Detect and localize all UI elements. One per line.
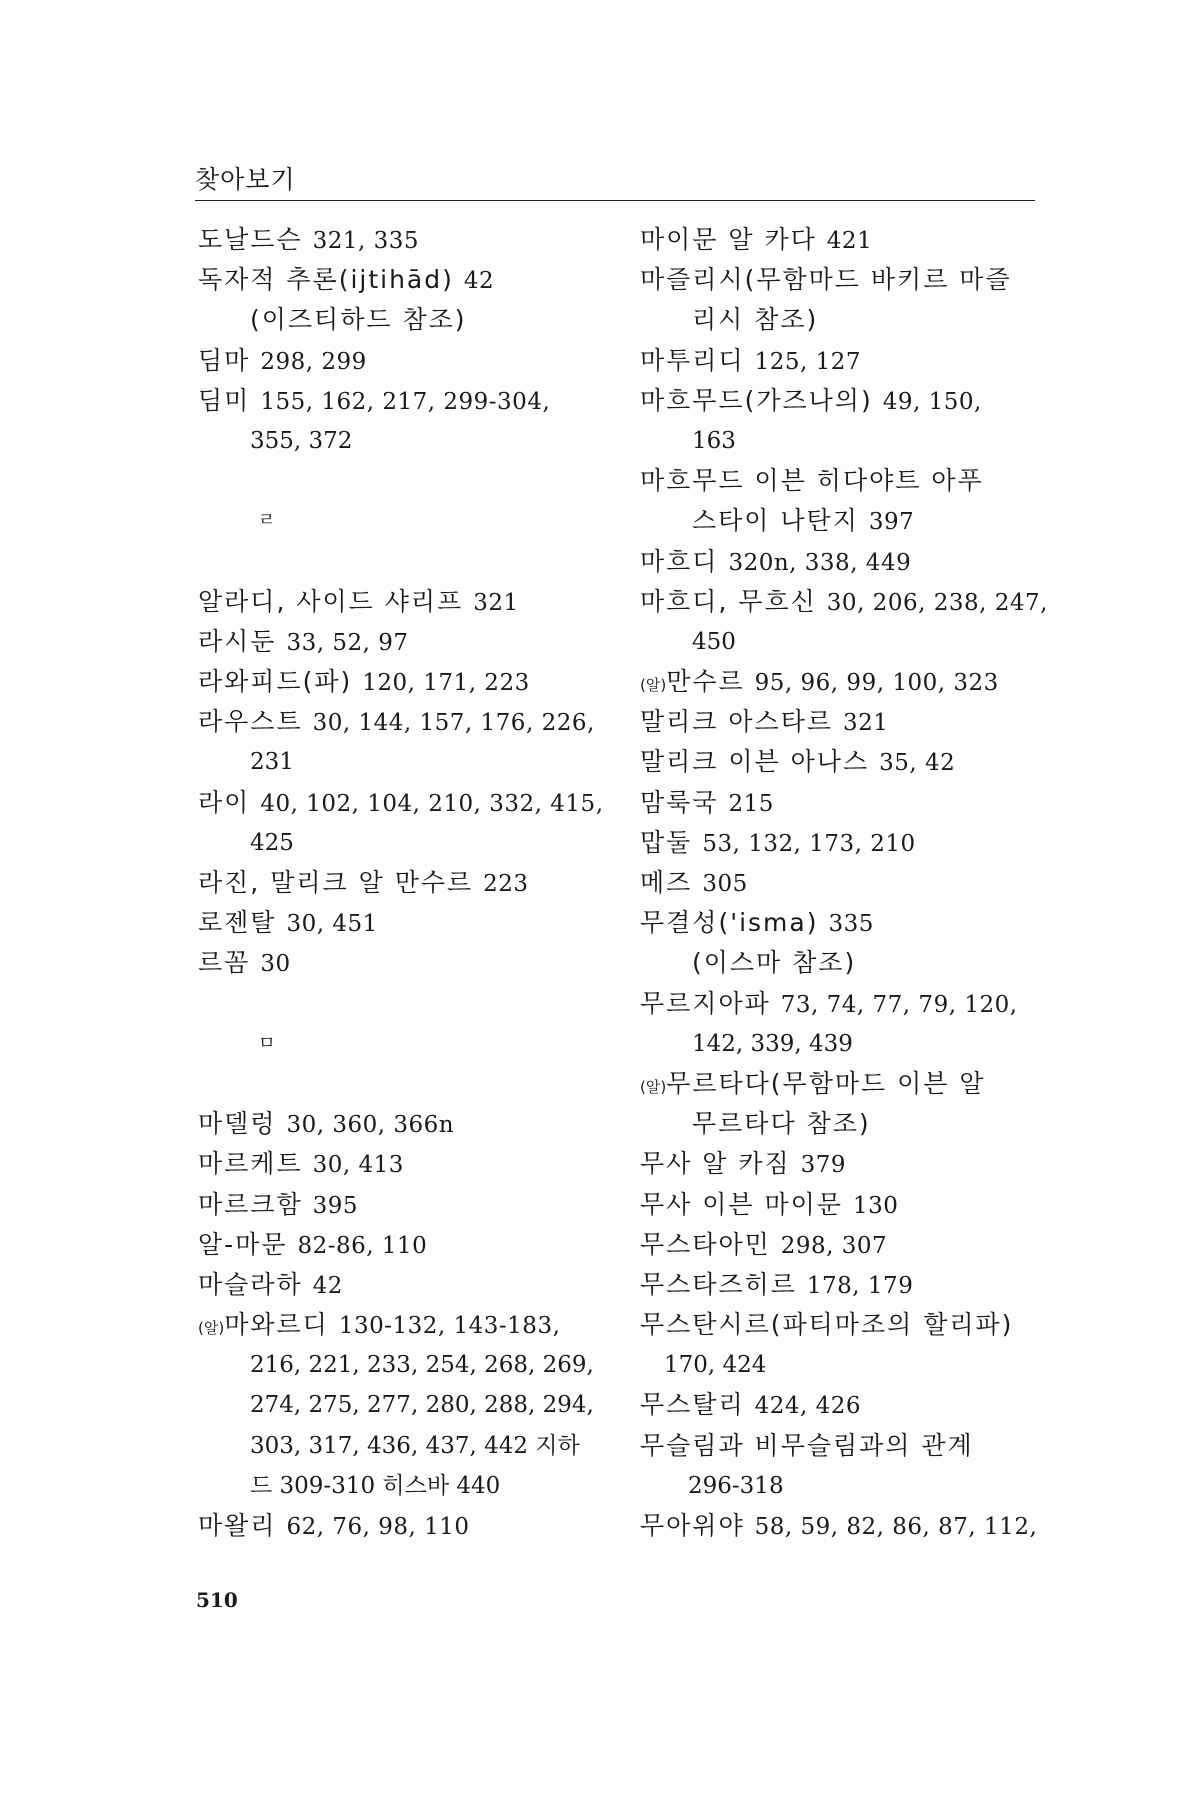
index-entry — [198, 220, 618, 260]
index-entry — [198, 662, 618, 702]
index-entry — [640, 542, 1040, 582]
index-continuation: 163 — [692, 427, 736, 454]
index-entry — [640, 1385, 1040, 1425]
page-refs: 49, 150, — [882, 388, 982, 415]
index-entry — [640, 863, 1040, 903]
index-term: 독자적 추론(ijtihād) — [198, 265, 454, 295]
index-continuation: 355, 372 — [250, 427, 353, 454]
page-refs: 305 — [702, 871, 748, 897]
index-entry — [640, 1265, 1040, 1305]
index-entry — [198, 783, 618, 823]
page-refs: 321, 335 — [312, 228, 420, 254]
page-refs: 215 — [728, 790, 774, 817]
index-continuation: 170, 424 — [664, 1352, 767, 1379]
page-refs: 58, 59, 82, 86, 87, 112, — [754, 1514, 1038, 1540]
index-term: 무사 알 카짐 — [640, 1149, 791, 1179]
page-refs: 73, 74, 77, 79, 120, — [780, 991, 1018, 1018]
index-continuation: 296-318 — [688, 1472, 784, 1499]
index-term: 무스타즈히르 — [640, 1269, 797, 1299]
index-prefix: (알) — [640, 1077, 667, 1096]
index-term: 무스탈리 — [640, 1390, 745, 1420]
index-term: 도날드슨 — [198, 225, 303, 254]
index-prefix: (알) — [198, 1319, 225, 1338]
index-term: 마흐무드 이븐 히다야트 아푸 — [640, 466, 984, 496]
page-number: 510 — [196, 1588, 238, 1612]
index-entry — [640, 1426, 1040, 1466]
page-refs: 298, 299 — [260, 348, 367, 375]
index-continuation: 450 — [692, 628, 736, 655]
page-refs: 424, 426 — [754, 1393, 862, 1420]
index-entry — [640, 702, 1040, 742]
index-entry — [640, 903, 1040, 943]
index-entry — [640, 662, 1040, 702]
page-refs: 42 — [312, 1272, 343, 1299]
index-term: 알라디, 사이드 샤리프 — [198, 586, 464, 616]
index-term: 마흐디 — [640, 546, 719, 576]
page-refs: 30, 360, 366n — [286, 1112, 455, 1139]
index-column-right — [640, 220, 1048, 1546]
index-continuation: 303, 317, 436, 437, 442 지하 — [250, 1432, 580, 1459]
index-entry — [640, 1305, 1040, 1345]
index-entry — [198, 1265, 618, 1305]
index-term: 라와피드(파) — [198, 667, 353, 697]
page-refs: 379 — [800, 1152, 847, 1179]
index-entry — [640, 1144, 1040, 1184]
page-refs: 321 — [473, 589, 519, 616]
index-term: 로젠탈 — [198, 908, 277, 938]
index-term: 르꼼 — [198, 948, 251, 978]
index-entry — [198, 863, 618, 903]
index-term: 무사 이븐 마이문 — [640, 1189, 843, 1219]
index-term: 마와르디 — [224, 1310, 329, 1340]
index-term: 무스타아민 — [640, 1229, 771, 1259]
index-term: 마즐리시(무함마드 바키르 마즐 — [640, 265, 1012, 295]
index-entry — [198, 381, 618, 421]
page-refs: 30, 206, 238, 247, — [826, 589, 1048, 616]
index-term: 라우스트 — [198, 707, 303, 737]
index-continuation: 무르타다 참조) — [692, 1109, 871, 1139]
index-entry — [198, 1225, 618, 1265]
index-term: 라시둔 — [198, 626, 277, 656]
index-continuation: (이즈티하드 참조) — [250, 305, 467, 335]
index-term: 마흐디, 무흐신 — [640, 586, 817, 616]
index-term: 메즈 — [640, 868, 693, 897]
index-term: 마르크함 — [198, 1189, 303, 1219]
index-continuation: 425 — [250, 829, 294, 856]
index-continuation: 274, 275, 277, 280, 288, 294, — [250, 1392, 594, 1419]
index-term: 무르타다(무함마드 이븐 알 — [666, 1068, 986, 1098]
page-refs: 30 — [260, 951, 291, 978]
index-term: 마왈리 — [198, 1511, 277, 1540]
page-refs: 155, 162, 217, 299-304, — [260, 388, 551, 415]
page-refs: 120, 171, 223 — [362, 670, 530, 697]
index-continuation: 드 309-310 히스바 440 — [250, 1472, 501, 1499]
index-entry — [640, 1185, 1040, 1225]
index-term: 말리크 아스타르 — [640, 707, 833, 737]
page-refs: 321 — [843, 710, 889, 737]
page-refs: 178, 179 — [806, 1272, 914, 1299]
section-heading: ㄹ — [258, 510, 276, 532]
page-refs: 335 — [828, 911, 874, 938]
section-heading: ㅁ — [258, 1032, 276, 1054]
index-term: 맘룩국 — [640, 787, 719, 817]
index-term: 마투리디 — [640, 345, 745, 375]
index-term: 만수르 — [666, 667, 745, 697]
page-refs: 223 — [483, 871, 529, 897]
index-entry — [198, 1104, 618, 1144]
index-entry — [198, 582, 618, 622]
index-term: 마흐무드(가즈나의) — [640, 385, 873, 415]
index-entry — [640, 783, 1040, 823]
index-term: 마르케트 — [198, 1149, 303, 1179]
index-entry — [198, 1144, 618, 1184]
index-term: 알-마문 — [198, 1229, 288, 1259]
index-entry — [198, 1305, 618, 1345]
page-refs: 397 — [868, 509, 915, 536]
page-refs: 30, 144, 157, 176, 226, — [312, 710, 595, 737]
index-term: 마델렁 — [198, 1109, 277, 1139]
index-continuation: 스타이 나탄지 397 — [692, 506, 915, 536]
index-entry — [640, 823, 1040, 863]
index-entry — [640, 582, 1048, 622]
index-term: 라이 — [198, 787, 251, 817]
index-entry — [640, 1064, 1040, 1104]
index-entry — [640, 984, 1040, 1024]
index-continuation: 216, 221, 233, 254, 268, 269, — [250, 1352, 594, 1379]
index-term: 무스탄시르(파티마조의 할리파) — [640, 1310, 1014, 1340]
index-entry — [640, 381, 1040, 421]
index-entry — [640, 1506, 1040, 1546]
index-entry — [198, 943, 618, 983]
page-refs: 130 — [852, 1192, 899, 1219]
index-term: 말리크 이븐 아나스 — [640, 747, 870, 777]
index-entry — [198, 1185, 618, 1225]
index-term: 마이문 알 카다 — [640, 225, 817, 254]
index-entry — [198, 260, 618, 300]
index-term: 무르지아파 — [640, 988, 771, 1018]
index-entry — [640, 220, 1040, 260]
page-refs: 298, 307 — [780, 1232, 888, 1259]
page-refs: 395 — [312, 1192, 359, 1219]
page-refs: 53, 132, 173, 210 — [702, 830, 916, 857]
index-term: 무결성('isma) — [640, 908, 819, 938]
index-entry — [198, 1506, 618, 1546]
index-entry — [640, 461, 1040, 501]
index-entry — [640, 742, 1040, 782]
index-continuation: 231 — [250, 749, 294, 776]
index-term: 무아위야 — [640, 1511, 745, 1540]
index-term: 맙둘 — [640, 827, 693, 857]
page-refs: 42 — [463, 268, 495, 295]
index-term: 무슬림과 비무슬림과의 관계 — [640, 1430, 974, 1460]
page-refs: 82-86, 110 — [297, 1232, 428, 1259]
index-entry — [198, 622, 618, 662]
index-entry — [640, 1225, 1040, 1265]
header-rule — [195, 200, 1035, 201]
index-entry — [198, 702, 618, 742]
index-term: 라진, 말리크 알 만수르 — [198, 868, 474, 897]
page-refs: 95, 96, 99, 100, 323 — [754, 670, 999, 697]
index-continuation: (이스마 참조) — [692, 948, 857, 978]
index-entry — [198, 903, 618, 943]
index-continuation: 142, 339, 439 — [692, 1030, 853, 1057]
page-header-title: 찾아보기 — [195, 165, 296, 194]
page-refs: 320n, 338, 449 — [728, 549, 912, 576]
index-term: 마슬라하 — [198, 1269, 303, 1299]
index-entry — [198, 341, 618, 381]
index-continuation: 리시 참조) — [692, 305, 819, 335]
page-refs: 35, 42 — [879, 750, 956, 777]
page-refs: 130-132, 143-183, — [338, 1313, 561, 1340]
page-refs: 125, 127 — [754, 348, 862, 375]
page-refs: 421 — [826, 228, 873, 254]
page-refs: 33, 52, 97 — [286, 629, 409, 656]
page-refs: 30, 413 — [312, 1152, 404, 1179]
page-refs: 40, 102, 104, 210, 332, 415, — [260, 790, 604, 817]
page-refs: 30, 451 — [286, 911, 378, 938]
index-entry — [640, 260, 1040, 300]
index-entry — [640, 341, 1040, 381]
index-column-left — [198, 220, 618, 1546]
index-term: 딤미 — [198, 385, 251, 415]
page-refs: 62, 76, 98, 110 — [286, 1514, 470, 1540]
index-prefix: (알) — [640, 676, 667, 695]
index-term: 딤마 — [198, 345, 251, 375]
